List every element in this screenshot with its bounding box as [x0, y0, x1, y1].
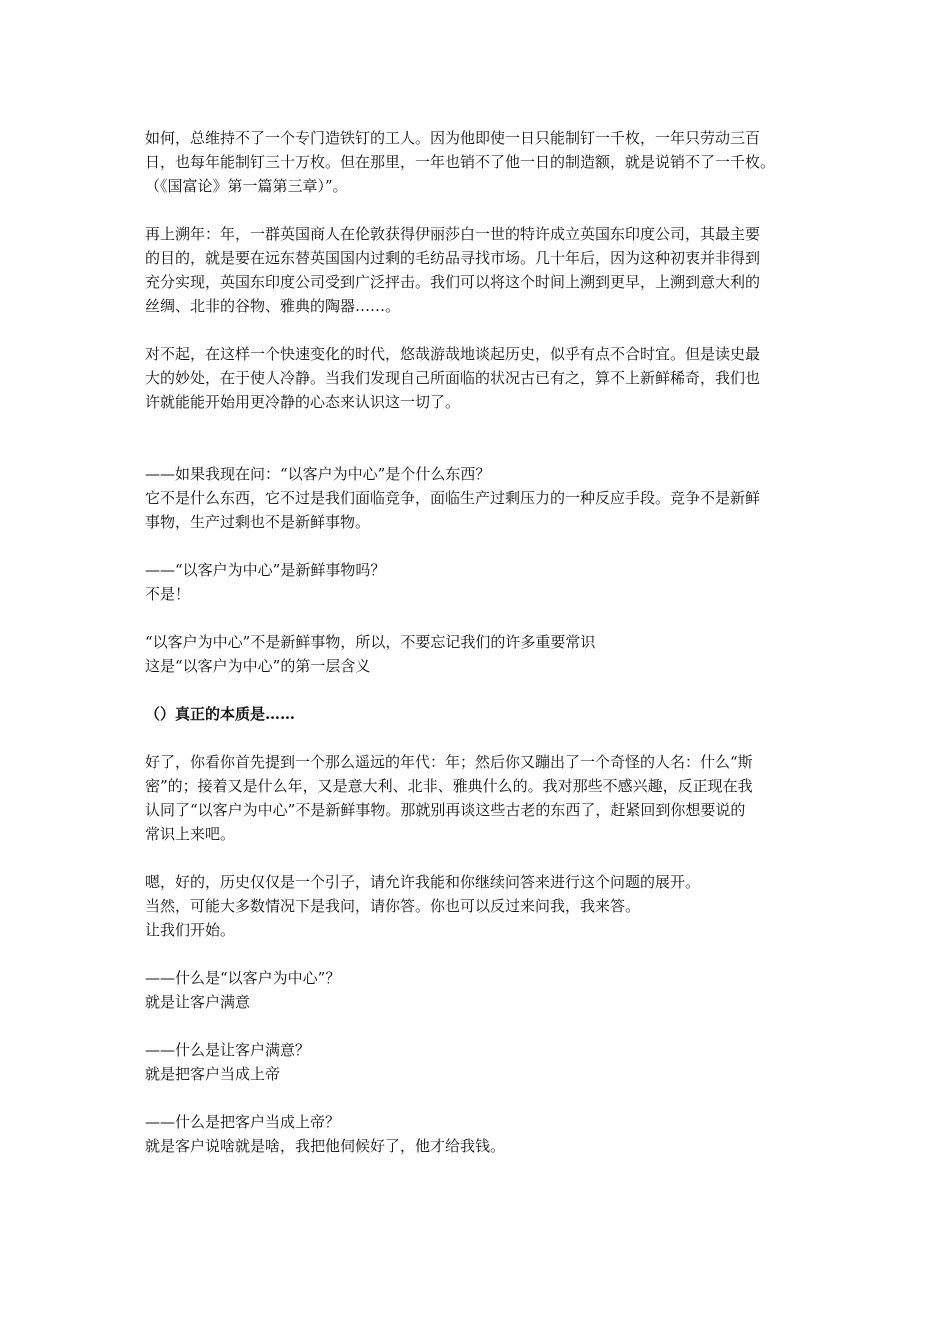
question-line: ——“以客户为中心”是新鲜事物吗？	[145, 561, 386, 579]
answer-line: 不是！	[145, 585, 191, 603]
qa-satisfy-customer	[145, 966, 813, 1014]
qa-what-is-customer-centric	[145, 462, 813, 534]
text-line: 大的妙处，在于使人冷静。当我们发现自己所面临的状况古已有之，算不上新鲜稀奇，我们也	[145, 369, 761, 387]
question-line: ——什么是让客户满意？	[145, 1041, 311, 1059]
text-line: 好了，你看你首先提到一个那么遥远的年代：年；然后你又蹦出了一个奇怪的人名：什么“斯	[145, 753, 753, 771]
paragraph-first-meaning	[145, 630, 813, 678]
qa-is-it-new	[145, 558, 813, 606]
text-line: 认同了“以客户为中心”不是新鲜事物。那就别再谈这些古老的东西了，赶紧回到你想要说的	[145, 801, 746, 819]
text-line: 这是“以客户为中心”的第一层含义	[145, 657, 371, 675]
text-line: 的目的，就是要在远东替英国国内过剩的毛纺品寻找市场。几十年后，因为这种初衷并非得到	[145, 249, 761, 267]
answer-line: 就是把客户当成上帝	[145, 1065, 281, 1083]
qa-customer-as-god	[145, 1038, 813, 1086]
paragraph-east-india-company	[145, 222, 813, 318]
text-line: 日，也每年能制钉三十万枚。但在那里，一年也销不了他一日的制造额，就是说销不了一千枚。	[145, 153, 776, 171]
blank-line	[145, 438, 813, 462]
text-line: 嗯，好的，历史仅仅是一个引子，请允许我能和你继续问答来进行这个问题的展开。	[145, 873, 701, 891]
paragraph-reading-history	[145, 342, 813, 414]
text-line: 如何，总维持不了一个专门造铁钉的工人。因为他即使一日只能制钉一千枚，一年只劳动三百	[145, 129, 761, 147]
text-line: 充分实现，英国东印度公司受到广泛抨击。我们可以将这个时间上溯到更早，上溯到意大利的	[145, 273, 761, 291]
paragraph-adam-smith-quote	[145, 126, 813, 198]
qa-customer-is-right	[145, 1110, 813, 1158]
text-line: 丝绸、北非的谷物、雅典的陶器……。	[145, 297, 401, 315]
paragraph-reader-reply	[145, 750, 813, 846]
answer-line: 就是让客户满意	[145, 993, 251, 1011]
question-line: ——什么是把客户当成上帝？	[145, 1113, 341, 1131]
text-line: 密”的；接着又是什么年，又是意大利、北非、雅典什么的。我对那些不感兴趣，反正现在我	[145, 777, 753, 795]
text-line: 让我们开始。	[145, 921, 236, 939]
document-body	[145, 126, 813, 1182]
answer-line: 就是客户说啥就是啥，我把他伺候好了，他才给我钱。	[145, 1137, 506, 1155]
answer-line: 事物，生产过剩也不是新鲜事物。	[145, 513, 371, 531]
text-line: （《国富论》第一篇第三章）”。	[145, 177, 348, 195]
section-heading	[145, 702, 813, 726]
text-line: 再上溯年：年，一群英国商人在伦敦获得伊丽莎白一世的特许成立英国东印度公司，其最主要	[145, 225, 761, 243]
question-line: ——什么是“以客户为中心”？	[145, 969, 341, 987]
answer-line: 它不是什么东西，它不过是我们面临竞争，面临生产过剩压力的一种反应手段。竞争不是新鲜	[145, 489, 761, 507]
question-line: ——如果我现在问：“以客户为中心”是个什么东西？	[145, 465, 491, 483]
paragraph-lets-begin	[145, 870, 813, 942]
section-heading-text: （）真正的本质是……	[145, 705, 296, 723]
text-line: 许就能能开始用更冷静的心态来认识这一切了。	[145, 393, 461, 411]
text-line: 常识上来吧。	[145, 825, 236, 843]
text-line: “以客户为中心”不是新鲜事物，所以，不要忘记我们的许多重要常识	[145, 633, 596, 651]
text-line: 当然，可能大多数情况下是我问，请你答。你也可以反过来问我，我来答。	[145, 897, 641, 915]
text-line: 对不起，在这样一个快速变化的时代，悠哉游哉地谈起历史，似乎有点不合时宜。但是读史最	[145, 345, 761, 363]
